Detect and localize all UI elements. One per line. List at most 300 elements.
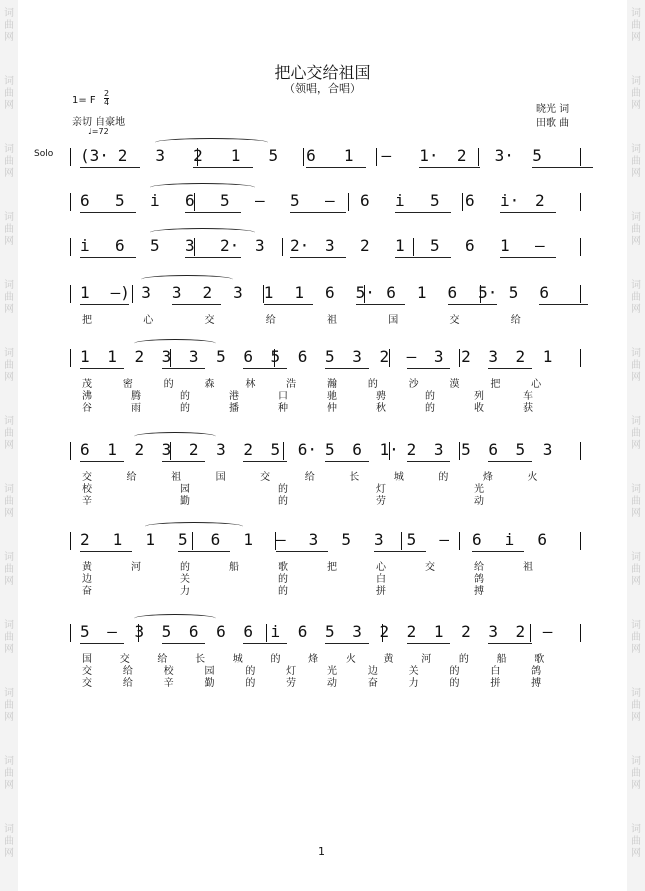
beam-underline [488, 643, 532, 644]
lyric-char: 的 [449, 678, 460, 689]
note: 2 [134, 347, 145, 366]
note: i [150, 191, 160, 210]
note: 6 [115, 236, 125, 255]
lyric-char: 拼 [490, 678, 501, 689]
note: i [270, 622, 281, 641]
lyric-char: 口 [278, 391, 288, 402]
note: 6 [447, 283, 458, 302]
watermark-glyph: 网 [631, 440, 641, 451]
bar-line [283, 442, 284, 460]
bar-line [70, 349, 71, 367]
lyric-char: 力 [408, 678, 419, 689]
watermark-left [0, 0, 18, 891]
bar-line [580, 532, 581, 550]
watermark-glyph: 网 [631, 644, 641, 655]
watermark-glyph: 网 [631, 780, 641, 791]
bar-line [401, 532, 402, 550]
beam-underline [539, 304, 588, 305]
beam-underline [488, 461, 532, 462]
bar-line [580, 148, 581, 166]
note: 3 [185, 236, 195, 255]
lyric-char: 校 [163, 666, 174, 677]
note: 6 [243, 622, 253, 641]
lyric-char: 边 [82, 574, 92, 585]
note: 5 [270, 347, 281, 366]
beam-underline [80, 461, 124, 462]
watermark-glyph: 曲 [4, 632, 14, 643]
bar-line [459, 349, 460, 367]
note: 1 [433, 622, 444, 641]
lyric-char: 长 [349, 472, 360, 483]
watermark-glyph: 网 [4, 304, 14, 315]
note: 6 [185, 191, 195, 210]
watermark-right [627, 0, 645, 891]
note: 6 [297, 347, 308, 366]
note: 3 [488, 622, 498, 641]
watermark-glyph: 网 [631, 576, 641, 587]
lyric-char: 边 [367, 666, 378, 677]
beam-underline [407, 643, 451, 644]
note: 1 [230, 146, 241, 165]
lyric-char: 林 [245, 379, 256, 390]
watermark-glyph: 曲 [631, 360, 641, 371]
note: — [276, 530, 286, 549]
watermark-glyph: 曲 [631, 88, 641, 99]
beam-underline [500, 212, 556, 213]
note: 3 [171, 283, 182, 302]
beam-underline [325, 368, 369, 369]
watermark-glyph: 曲 [631, 836, 641, 847]
watermark-glyph: 曲 [631, 700, 641, 711]
note: 5 [515, 440, 526, 459]
bar-line [459, 532, 460, 550]
bar-line [348, 193, 349, 211]
lyric-char: 烽 [482, 472, 493, 483]
metronome-marking: ♩=72 [88, 127, 109, 136]
note: 6 [386, 283, 396, 302]
watermark-glyph: 词 [631, 144, 641, 155]
note: 2 [406, 440, 417, 459]
note: 2 [535, 191, 545, 210]
slur-mark [150, 183, 255, 192]
beam-underline [395, 212, 451, 213]
lyric-char: 给 [126, 472, 137, 483]
watermark-glyph: 网 [631, 848, 641, 859]
note: —) [110, 283, 130, 302]
bar-line [413, 238, 414, 256]
watermark-glyph: 网 [631, 236, 641, 247]
lyric-char: 祖 [327, 315, 337, 326]
watermark-glyph: 词 [631, 348, 641, 359]
beam-underline [276, 551, 328, 552]
lyric-char: 的 [449, 666, 460, 677]
note: 5 [341, 530, 351, 549]
beam-underline [407, 368, 451, 369]
note: 5 [325, 347, 335, 366]
watermark-glyph: 词 [4, 620, 14, 631]
note: 2 [515, 622, 526, 641]
lyric-line [70, 311, 580, 326]
bar-line [70, 148, 71, 166]
note: 5 [216, 347, 226, 366]
beam-underline [178, 551, 230, 552]
lyric-char: 给 [122, 666, 133, 677]
note: 1 [145, 530, 155, 549]
beam-underline [264, 304, 313, 305]
lyric-char: 鸽 [531, 666, 542, 677]
watermark-glyph: 词 [631, 552, 641, 563]
note: 6 [352, 440, 362, 459]
watermark-glyph: 词 [4, 280, 14, 291]
bar-line [70, 532, 71, 550]
lyric-line [70, 570, 580, 585]
lyric-char: 的 [180, 403, 190, 414]
note: — [107, 622, 117, 641]
note: 5 [461, 440, 471, 459]
beam-underline [306, 167, 366, 168]
note: 5· [478, 283, 498, 302]
note: 2· [290, 236, 310, 255]
bar-line [266, 624, 267, 642]
solo-label: Solo [34, 149, 54, 159]
bar-line [478, 148, 479, 166]
watermark-glyph: 曲 [631, 224, 641, 235]
note: 3· [494, 146, 514, 165]
note: 1 [80, 283, 90, 302]
lyric-char: 把 [327, 562, 337, 573]
note: 6 [465, 191, 475, 210]
watermark-glyph: 词 [4, 484, 14, 495]
bar-line [530, 624, 531, 642]
watermark-glyph: 词 [631, 8, 641, 19]
watermark-glyph: 词 [631, 756, 641, 767]
watermark-glyph: 词 [631, 212, 641, 223]
lyric-char: 的 [270, 654, 281, 665]
bar-line [70, 285, 71, 303]
beam-underline [80, 304, 129, 305]
watermark-glyph: 网 [4, 440, 14, 451]
lyric-char: 给 [510, 315, 521, 326]
note: 6 [243, 347, 253, 366]
note: 2 [456, 146, 467, 165]
watermark-glyph: 词 [631, 484, 641, 495]
note: 5 [532, 146, 542, 165]
lyric-line [70, 558, 580, 573]
note: 3 [352, 347, 362, 366]
song-title: 把心交给祖国 [274, 63, 371, 82]
note: 2 [515, 347, 526, 366]
lyric-char: 的 [180, 391, 190, 402]
watermark-glyph: 词 [4, 824, 14, 835]
beam-underline [532, 167, 592, 168]
lyric-char: 的 [163, 379, 174, 390]
lyric-char: 给 [157, 654, 168, 665]
note: 2 [188, 440, 199, 459]
lyric-char: 获 [523, 403, 533, 414]
lyric-char: 国 [215, 472, 226, 483]
bar-line [376, 148, 377, 166]
watermark-glyph: 曲 [631, 496, 641, 507]
note: 2 [360, 236, 370, 255]
lyric-line [70, 650, 580, 665]
note: 2 [379, 347, 390, 366]
time-signature: 2 4 [104, 89, 110, 107]
lyric-char: 收 [474, 403, 484, 414]
note: 6 [210, 530, 221, 549]
lyric-char: 谷 [82, 403, 92, 414]
note: — [325, 191, 335, 210]
watermark-glyph: 曲 [4, 292, 14, 303]
page-number: 1 [318, 845, 325, 858]
lyric-char: 交 [204, 315, 215, 326]
note: 1 [294, 283, 305, 302]
note: 1 [80, 347, 90, 366]
beam-underline [80, 257, 136, 258]
note: 6 [306, 146, 316, 165]
watermark-glyph: 词 [4, 348, 14, 359]
beam-underline [290, 212, 346, 213]
note: 2 [193, 146, 203, 165]
watermark-glyph: 网 [4, 712, 14, 723]
score-line [70, 191, 580, 213]
lyric-line [70, 582, 580, 597]
watermark-glyph: 网 [4, 100, 14, 111]
score-line [70, 622, 580, 644]
note: 1 [263, 283, 274, 302]
watermark-glyph: 词 [631, 280, 641, 291]
watermark-glyph: 词 [631, 416, 641, 427]
note: 5 [268, 146, 279, 165]
note: 5 [178, 530, 188, 549]
lyric-char: 沙 [408, 379, 419, 390]
lyric-char: 关 [408, 666, 419, 677]
note: 1 [416, 283, 427, 302]
lyric-char: 鸽 [474, 574, 484, 585]
lyric-char: 的 [278, 586, 288, 597]
watermark-glyph: 词 [4, 756, 14, 767]
lyric-char: 给 [474, 562, 484, 573]
lyric-char: 灯 [376, 484, 386, 495]
note: — [381, 146, 392, 165]
watermark-glyph: 词 [631, 76, 641, 87]
note: 6 [80, 440, 90, 459]
beam-underline [80, 551, 132, 552]
note: 6· [297, 440, 318, 459]
note: 6 [539, 283, 550, 302]
lyric-char: 心 [376, 562, 386, 573]
bar-line [389, 349, 390, 367]
bar-line [303, 148, 304, 166]
note: 6 [325, 283, 335, 302]
lyric-char: 交 [425, 562, 435, 573]
note: 2 [461, 622, 471, 641]
beam-underline [172, 304, 221, 305]
beam-underline [419, 167, 479, 168]
lyric-char: 黄 [82, 562, 92, 573]
note: 5 [406, 530, 417, 549]
note: 2 [243, 440, 253, 459]
note: 6 [537, 530, 547, 549]
watermark-glyph: 网 [4, 508, 14, 519]
note: 3 [161, 440, 172, 459]
bar-line [132, 285, 133, 303]
note: 6 [188, 622, 199, 641]
lyric-char: 的 [438, 472, 449, 483]
bar-line [282, 238, 283, 256]
lyric-char: 城 [232, 654, 243, 665]
note: 5· [355, 283, 375, 302]
bar-line [580, 442, 581, 460]
lyric-char: 搏 [531, 678, 542, 689]
watermark-glyph: 曲 [631, 428, 641, 439]
note: — [255, 191, 265, 210]
lyric-char: 森 [204, 379, 215, 390]
lyric-char: 的 [425, 391, 435, 402]
lyric-char: 雨 [131, 403, 141, 414]
watermark-glyph: 词 [4, 144, 14, 155]
beam-underline [162, 643, 206, 644]
lyric-line [70, 674, 580, 689]
lyric-char: 动 [474, 496, 484, 507]
lyric-char: 播 [229, 403, 239, 414]
lyric-char: 城 [393, 472, 404, 483]
note: 3 [216, 440, 226, 459]
lyric-char: 交 [82, 666, 92, 677]
note: 1 [112, 530, 123, 549]
watermark-glyph: 曲 [4, 224, 14, 235]
lyric-char: 瀚 [327, 379, 337, 390]
watermark-glyph: 曲 [4, 496, 14, 507]
lyric-char: 骋 [376, 391, 386, 402]
watermark-glyph: 曲 [631, 292, 641, 303]
beam-underline [448, 304, 497, 305]
note: 3 [433, 440, 444, 459]
beam-underline [243, 368, 287, 369]
lyric-char: 搏 [474, 586, 484, 597]
beam-underline [80, 643, 124, 644]
lyric-char: 辛 [163, 678, 174, 689]
note: 5 [80, 622, 90, 641]
lyric-line [70, 387, 580, 402]
lyric-char: 港 [229, 391, 239, 402]
lyric-char: 关 [180, 574, 190, 585]
lyric-char: 歌 [534, 654, 545, 665]
bar-line [70, 624, 71, 642]
beam-underline [488, 368, 532, 369]
slur-mark [134, 339, 216, 348]
note: 3 [255, 236, 265, 255]
note: 5 [220, 191, 230, 210]
lyric-char: 给 [304, 472, 315, 483]
lyric-char: 驰 [327, 391, 337, 402]
lyric-char: 交 [82, 472, 92, 483]
beam-underline [356, 304, 405, 305]
lyric-char: 交 [449, 315, 460, 326]
watermark-glyph: 词 [4, 688, 14, 699]
watermark-glyph: 词 [4, 8, 14, 19]
lyric-char: 劳 [376, 496, 386, 507]
beam-underline [290, 257, 346, 258]
note: i [504, 530, 515, 549]
lyric-char: 秋 [376, 403, 386, 414]
beam-underline [185, 257, 241, 258]
beam-underline [325, 461, 369, 462]
lyric-char: 祖 [171, 472, 182, 483]
watermark-glyph: 网 [631, 100, 641, 111]
tempo-marking: 亲切 自豪地 [72, 117, 126, 128]
score-line [70, 236, 580, 258]
lyric-char: 茂 [82, 379, 92, 390]
bar-line [580, 624, 581, 642]
note: 6 [216, 622, 226, 641]
note: 6 [472, 530, 482, 549]
beam-underline [80, 368, 124, 369]
watermark-glyph: 曲 [631, 632, 641, 643]
note: 5 [325, 622, 335, 641]
lyricist-credit: 晓光 词 [536, 104, 570, 115]
note: 6 [465, 236, 475, 255]
note: 3 [325, 236, 335, 255]
note: 2· [220, 236, 240, 255]
lyric-line [70, 662, 580, 677]
bar-line [70, 238, 71, 256]
beam-underline [162, 368, 206, 369]
slur-mark [134, 432, 216, 441]
note: 5 [430, 191, 440, 210]
beam-underline [243, 643, 287, 644]
lyric-char: 光 [327, 666, 337, 677]
note: 2 [117, 146, 128, 165]
slur-mark [141, 275, 233, 284]
note: 1 [343, 146, 354, 165]
bar-line [459, 442, 460, 460]
lyric-char: 园 [180, 484, 190, 495]
lyric-char: 船 [229, 562, 239, 573]
note: 3 [141, 283, 151, 302]
watermark-glyph: 曲 [631, 156, 641, 167]
watermark-glyph: 曲 [4, 156, 14, 167]
lyric-char: 白 [376, 574, 386, 585]
note: — [542, 622, 553, 641]
lyric-char: 种 [278, 403, 288, 414]
beam-underline [193, 167, 253, 168]
lyric-char: 的 [245, 678, 256, 689]
note: 3 [308, 530, 319, 549]
watermark-glyph: 曲 [631, 20, 641, 31]
score-line [70, 347, 580, 369]
lyric-char: 仲 [327, 403, 337, 414]
watermark-glyph: 网 [631, 372, 641, 383]
bar-line [70, 442, 71, 460]
lyric-char: 心 [143, 315, 154, 326]
watermark-glyph: 曲 [4, 88, 14, 99]
beam-underline [80, 167, 140, 168]
bar-line [580, 349, 581, 367]
note: 1 [395, 236, 405, 255]
lyric-char: 交 [260, 472, 271, 483]
score-line [70, 146, 580, 168]
watermark-glyph: 词 [631, 824, 641, 835]
note: 1 [542, 347, 553, 366]
beam-underline [325, 643, 369, 644]
note: i· [500, 191, 520, 210]
lyric-char: 的 [278, 496, 288, 507]
lyric-char: 校 [82, 484, 92, 495]
note: 1 [243, 530, 253, 549]
note: 3 [374, 530, 384, 549]
note: 2 [461, 347, 471, 366]
watermark-glyph: 网 [631, 508, 641, 519]
